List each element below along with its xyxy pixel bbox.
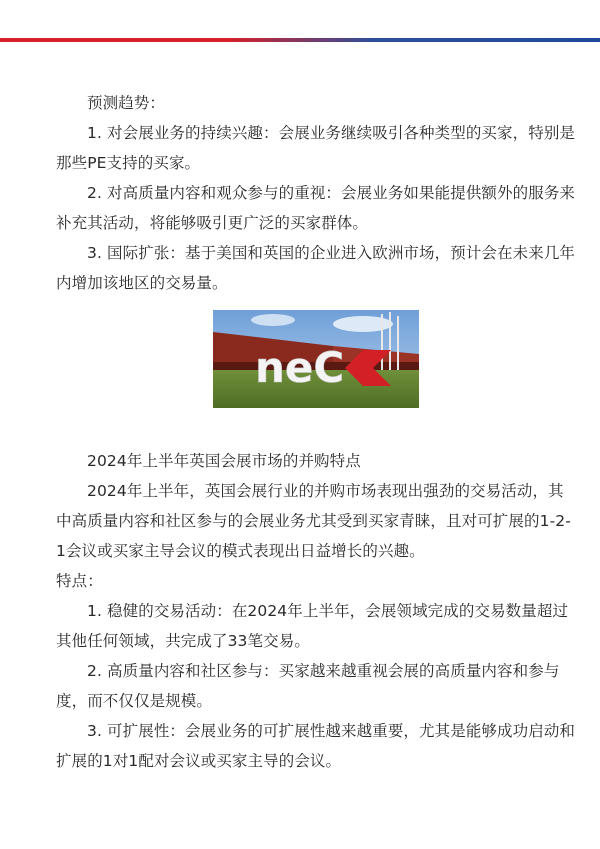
forecast-item-2: 2. 对高质量内容和观众参与的重视：会展业务如果能提供额外的服务来补充其活动，将能够吸引更广泛的买家群体。 — [56, 184, 576, 232]
nec-sign-letters: neC — [255, 343, 345, 392]
feature-item-2: 2. 高质量内容和社区参与：买家越来越重视会展的高质量内容和参与度，而不仅仅是规模。 — [56, 662, 560, 710]
forecast-item-1: 1. 对会展业务的持续兴趣：会展业务继续吸引各种类型的买家，特别是那些PE支持的买家。 — [56, 124, 576, 172]
feature-item-1: 1. 稳健的交易活动：在2024年上半年，会展领域完成的交易数量超过其他任何领域，共完成了33笔交易。 — [56, 602, 569, 650]
header-accent-bar — [0, 38, 600, 42]
figure — [56, 310, 576, 442]
nec-venue-photo — [213, 310, 419, 408]
document-body — [56, 88, 576, 776]
nec-photo-illustration — [213, 310, 419, 408]
forecast-item-3: 3. 国际扩张：基于美国和英国的企业进入欧洲市场，预计会在未来几年内增加该地区的交易量。 — [56, 244, 576, 292]
features-label: 特点： — [56, 572, 103, 590]
feature-item-3: 3. 可扩展性：会展业务的可扩展性越来越重要，尤其是能够成功启动和扩展的1对1配对会议或买家主导的会议。 — [56, 722, 576, 770]
ma-section-intro: 2024年上半年，英国会展行业的并购市场表现出强劲的交易活动，其中高质量内容和社区参与的会展业务尤其受到买家青睐，且对可扩展的1-2-1会议或买家主导会议的模式表现出日益增长的兴趣。 — [56, 482, 571, 560]
ma-section-heading: 2024年上半年英国会展市场的并购特点 — [87, 452, 361, 470]
forecast-heading: 预测趋势： — [87, 94, 166, 112]
